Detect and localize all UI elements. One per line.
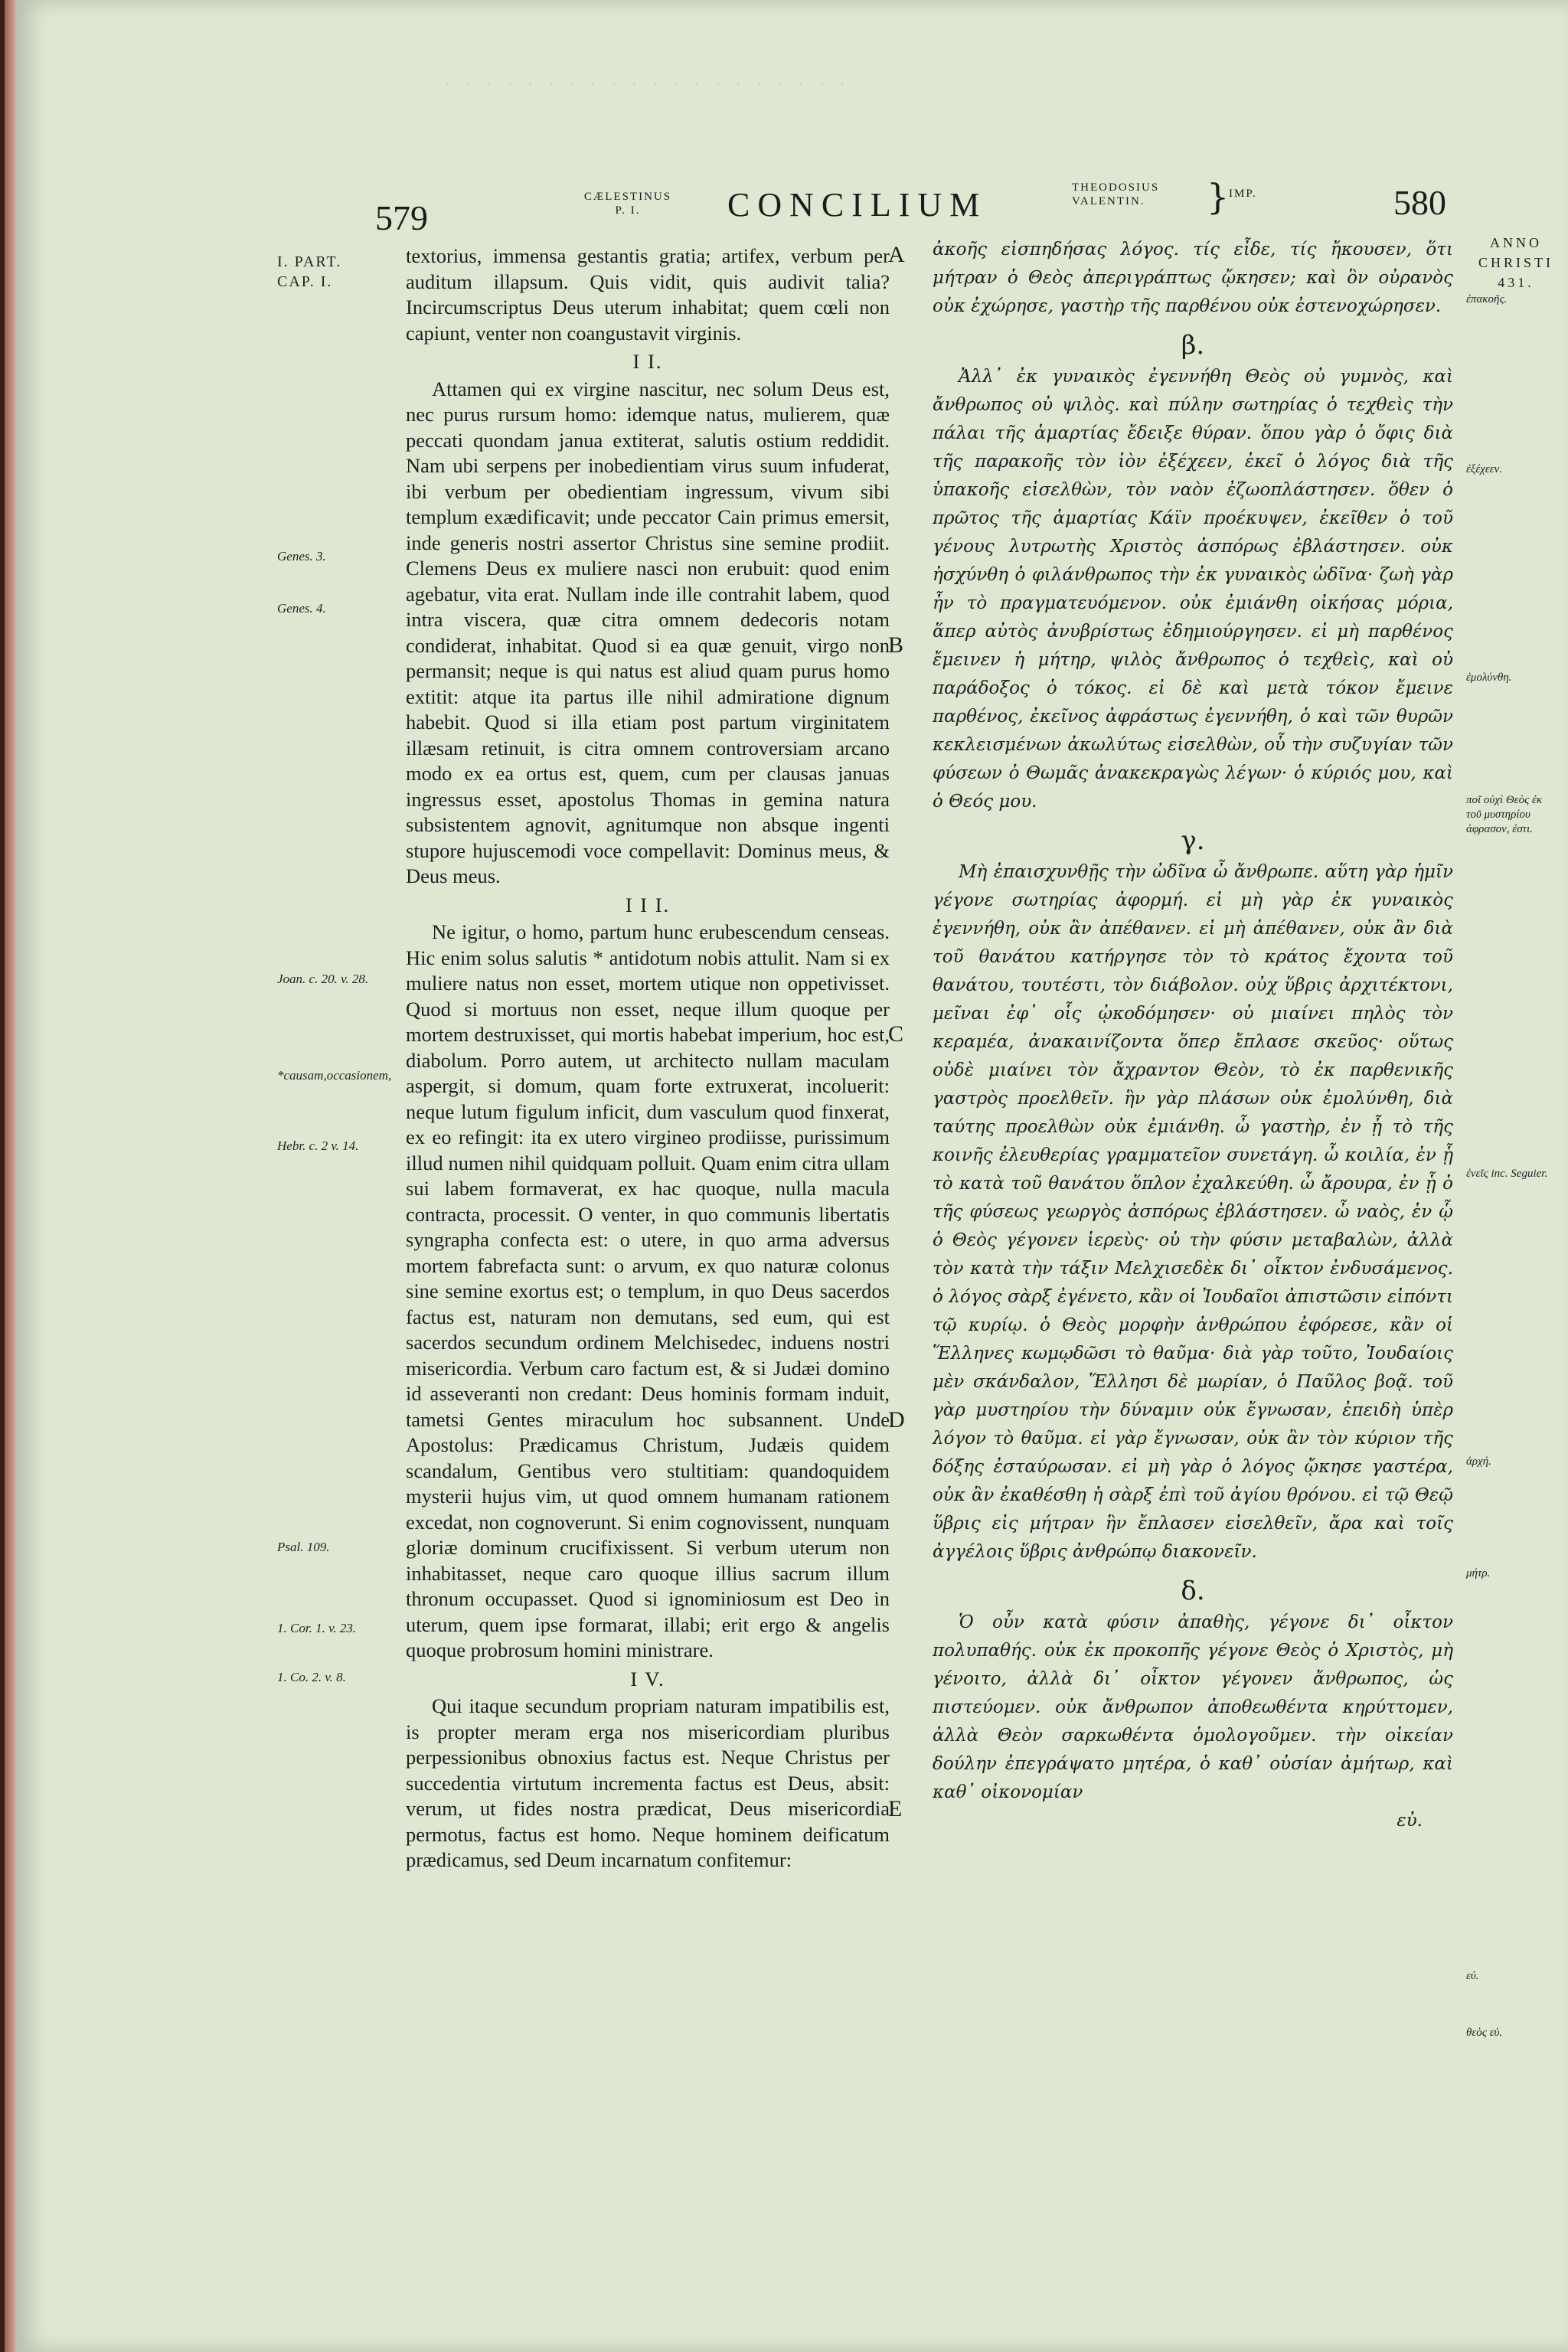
margin-part: I. PART. bbox=[277, 253, 342, 270]
header-emperors bbox=[1072, 181, 1210, 208]
margin-note-seguier: ἐνεῖς inc. Seguier. bbox=[1466, 1168, 1548, 1180]
header-celestinus-name: CÆLESTINUS bbox=[583, 191, 672, 203]
greek-section-3-heading: γ. bbox=[1181, 825, 1205, 856]
margin-note-eu: εὐ. bbox=[1466, 1970, 1479, 1982]
greek-paragraph-1: ἀκοῆς εἰσπηδήσας λόγος. τίς εἶδε, τίς ἤκουσεν, ὅτι μήτραν ὁ Θεὸς ἀπεριγράπτως ᾤκησεν; καὶ ὃν οὐρανὸς οὐκ ἐχώρησε, γαστὴρ τῆς παρθένου οὐκ ἐστενοχώρησεν. bbox=[933, 240, 1453, 316]
section-letter-c: C bbox=[888, 1021, 904, 1047]
greek-section-4-heading: δ. bbox=[1181, 1576, 1205, 1606]
margin-genesis-3: Genes. 3. bbox=[277, 549, 326, 564]
header-valentin: VALENTIN. bbox=[1072, 195, 1145, 207]
latin-section-3-heading: I I I. bbox=[625, 893, 671, 916]
margin-genesis-4: Genes. 4. bbox=[277, 601, 326, 616]
margin-causam: *causam,occasionem, bbox=[277, 1068, 392, 1083]
greek-paragraph-3: Μὴ ἐπαισχυνθῇς τὴν ὠδῖνα ὦ ἄνθρωπε. αὕτη γὰρ ἡμῖν γέγονε σωτηρίας ἀφορμή. εἰ μὴ γὰρ ἐκ γυναικὸς ἐγεννήθη, οὐκ ἂν ἀπέθανεν. εἰ μὴ ἀπέθανεν, οὐκ ἂν διὰ τοῦ θανάτου κατήργησε τὸν τὸ κράτος ἔχοντα τοῦ θανάτου, τουτέστι, τὸν διάβολον. οὐχ ὕβρις ἀρχιτέκτονι, μεῖναι ἐφ᾽ οἷς ᾠκοδόμησεν· οὐ μιαίνει πηλὸς τὸν κεραμέα, ἀνακαινίζοντα ὅπερ ἔπλασε σκεῦος· οὕτως οὐδὲ μιαίνει τὸν ἄχραντον Θεὸν, τὸ ἐκ παρθενικῆς γαστρὸς προελθεῖν. ἣν γὰρ πλάσων οὐκ ἐμολύνθη, διὰ ταύτης προελθὼν οὐκ ἐμιάνθη. ὦ γαστὴρ, ἐν ᾗ τὸ τῆς κοινῆς ἐλευθερίας γραμματεῖον συνετάγη. ὦ κοιλία, ἐν ᾗ τὸ κατὰ τοῦ θανάτου ὅπλον ἐχαλκεύθη. ὦ ἄρουρα, ἐν ᾗ ὁ τῆς φύσεως γεωργὸς ἀσπόρως ἐβλάστησεν. ὦ ναὸς, ἐν ᾧ ὁ Θεὸς γέγονεν ἱερεὺς· οὐ τὴν φύσιν μεταβαλὼν, ἀλλὰ τὸν κατὰ τὴν τάξιν Μελχισεδὲκ δι᾽ οἶκτον ἐνδυσάμενος. ὁ λόγος σὰρξ ἐγένετο, κἂν οἱ Ἰουδαῖοι ἀπιστῶσιν εἰπόντι τῷ κυρίῳ. ὁ Θεὸς μορφὴν ἀνθρώπου ἐφόρεσε, κἂν οἱ Ἕλληνες κωμῳδῶσι τὸ θαῦμα· διὰ γὰρ τοῦτο, Ἰουδαίοις μὲν σκάνδαλον, Ἕλλησι δὲ μωρίαν, ὁ Παῦλος βοᾷ. τοῦ γὰρ μυστηρίου τὴν δύναμιν οὐκ ἔγνωσαν, ἐπειδὴ ὑπὲρ λόγον τὸ θαῦμα. εἰ γὰρ ἔγνωσαν, οὐκ ἂν τὸν κύριον τῆς δόξης ἐσταύρωσαν. εἰ μὴ γὰρ ὁ λόγος ᾤκησε γαστέρα, οὐκ ἂν ἐκαθέσθη ἡ σὰρξ ἐπὶ τοῦ ἁγίου θρόνου. εἰ τῷ Θεῷ ὕβρις εἰς μήτραν ἣν ἔπλασεν εἰσελθεῖν, ἄρα καὶ τοῖς ἀγγέλοις ὕβρις ἀνθρώπῳ διακονεῖν. bbox=[933, 862, 1453, 1562]
header-celestinus bbox=[551, 190, 704, 217]
margin-corinthians-2: 1. Co. 2. v. 8. bbox=[277, 1670, 346, 1684]
section-letter-d: D bbox=[888, 1407, 905, 1432]
margin-cap: CAP. I. bbox=[277, 273, 333, 290]
latin-paragraph-2: Attamen qui ex virgine nascitur, nec solum Deus est, nec purus rursum homo: idemque natus, mulierem, quæ peccati quondam janua extiterat, salutis ostium reddidit. Nam ubi serpens per inobedientiam virus suum infuderat, ibi verbum per obedientiam ingressum, vivum sibi templum exædificavit; unde peccator Cain primus emersit, inde generis nostri assertor Christus sine semine prodiit. Clemens Deus ex muliere nasci non erubuit: quod enim agebatur, vita erat. Nullam inde ille contrahit labem, quod intra viscera, quæ citra omnem dedecoris notam condiderat, inhabitat. Quod si ea quæ genuit, virgo non permansit; neque is qui natus est aliud quam purus homo extitit: atque ita partus ille nihil admiratione dignum habebit. Quod si illa etiam post partum virginitatem illæsam retinuit, is citra omnem controversiam arcano modo ex ea ortus est, quem, cum per clausas januas ingressus esset, apostolus Thomas in gemina natura subsistentem agnovit, agnitumque non absque ingenti stupore hujuscemodi voce compellavit: Dominus meus, & Deus meus. bbox=[406, 377, 890, 887]
latin-paragraph-1: textorius, immensa gestantis gratia; artifex, verbum per auditum illapsum. Quis vidit, quis audivit talia? Incircumscriptus Deus uterum inhabitat; quem cœli non capiunt, venter non coangustavit virginis. bbox=[406, 244, 890, 345]
margin-psalm: Psal. 109. bbox=[277, 1540, 330, 1554]
margin-year: 431. bbox=[1498, 275, 1534, 290]
header-title: CONCILIUM bbox=[727, 186, 988, 224]
book-spine-edge bbox=[0, 0, 15, 2352]
margin-note-epakoes: ἐπακοῆς. bbox=[1466, 293, 1508, 305]
header-celestinus-sub: P. I. bbox=[615, 204, 641, 217]
page-number-left: 579 bbox=[375, 198, 428, 237]
margin-note-emolynthe: ἐμολύνθη. bbox=[1466, 671, 1512, 684]
latin-section-2-heading: I I. bbox=[632, 350, 663, 373]
margin-note-arche: ἀρχή. bbox=[1466, 1455, 1491, 1468]
running-header bbox=[15, 175, 1568, 236]
latin-paragraph-4: Qui itaque secundum propriam naturam impatibilis est, is propter meram erga nos misericordiam pluribus perpessionibus obnoxius factus est. Neque Christus per succedentia virtutum incrementa factus est Deus, absit: verum, ut fides nostra prædicat, Deus misericordia permotus, factus est homo. Neque hominem deificatum prædicamus, sed Deum incarnatum confitemur: bbox=[406, 1694, 890, 1871]
margin-note-exeheen: ἐξέχεεν. bbox=[1466, 463, 1503, 475]
book-page bbox=[15, 0, 1568, 2352]
margin-anno: ANNO bbox=[1490, 235, 1542, 250]
page-number-right: 580 bbox=[1393, 183, 1446, 222]
section-letter-b: B bbox=[888, 632, 904, 658]
header-theodosius: THEODOSIUS bbox=[1072, 181, 1160, 194]
greek-paragraph-2: Ἀλλ᾽ ἐκ γυναικὸς ἐγεννήθη Θεὸς οὐ γυμνὸς, καὶ ἄνθρωπος οὐ ψιλὸς. καὶ πύλην σωτηρίας ὁ τεχθεὶς τὴν πάλαι τῆς ἁμαρτίας ἔδειξε θύραν. ὅπου γὰρ ὁ ὄφις διὰ τῆς παρακοῆς τὸν ἰὸν ἐξέχεεν, ἐκεῖ ὁ λόγος διὰ τῆς ὑπακοῆς εἰσελθὼν, τὸν ναὸν ἐζωοπλάστησεν. ὅθεν ὁ πρῶτος τῆς ἁμαρτίας Κάϊν προέκυψεν, ἐκεῖθεν ὁ τοῦ γένους λυτρωτὴς Χριστὸς ἀσπόρως ἐβλάστησεν. οὐκ ἠσχύνθη ὁ φιλάνθρωπος τὴν ἐκ γυναικὸς ὠδῖνα· ζωὴ γὰρ ἦν τὸ πραγματευόμενον. οὐκ ἐμιάνθη οἰκήσας μόρια, ἅπερ αὐτὸς ἀνυβρίστως ἐδημιούργησεν. εἰ μὴ παρθένος ἔμεινεν ἡ μήτηρ, ψιλὸς ἄνθρωπος ὁ τεχθεὶς, καὶ οὐ παράδοξος ὁ τόκος. εἰ δὲ καὶ μετὰ τόκον ἔμεινε παρθένος, ἐκεῖνος ἀφράστως ἐγεννήθη, ὁ καὶ τῶν θυρῶν κεκλεισμένων ἀκωλύτως εἰσελθὼν, οὗ τὴν συζυγίαν τῶν φύσεων ὁ Θωμᾶς ἀνακεκραγὼς λέγων· ὁ κύριός μου, καὶ ὁ Θεός μου. bbox=[933, 367, 1453, 812]
margin-note-theos: ποῖ οὐχὶ Θεὸς ἐκ τοῦ μυστηρίου ἀφρασον, ἐστι. bbox=[1466, 794, 1543, 835]
header-imp: IMP. bbox=[1229, 188, 1257, 200]
margin-hebrews: Hebr. c. 2 v. 14. bbox=[277, 1138, 359, 1153]
book-spine-shadow bbox=[0, 0, 5, 2352]
section-letter-a: A bbox=[888, 242, 905, 267]
latin-column bbox=[406, 243, 890, 1873]
margin-christi: CHRISTI bbox=[1478, 255, 1553, 270]
greek-column bbox=[933, 236, 1453, 1835]
header-brace: } bbox=[1207, 176, 1230, 217]
greek-paragraph-4: Ὁ οὖν κατὰ φύσιν ἀπαθὴς, γέγονε δι᾽ οἶκτον πολυπαθής. οὐκ ἐκ προκοπῆς γέγονε Θεὸς ὁ Χριστὸς, μὴ γένοιτο, ἀλλὰ δι᾽ οἶκτον γέγονεν ἄνθρωπος, ὡς πιστεύομεν. οὐκ ἄνθρωπον ἀποθεωθέντα κηρύττομεν, ἀλλὰ Θεὸν σαρκωθέντα ὁμολογοῦμεν. τὴν οἰκείαν δούλην ἐπεγράψατο μητέρα, ὁ καθ᾽ οὐσίαν ἀμήτωρ, καὶ καθ᾽ οἰκονομίαν bbox=[933, 1612, 1453, 1802]
show-through-text: · · · · · · · · · · · · · · · · · · · · bbox=[444, 73, 851, 95]
latin-section-4-heading: I V. bbox=[630, 1667, 665, 1690]
greek-catchword: εὐ. bbox=[1396, 1811, 1423, 1831]
margin-corinthians-1: 1. Cor. 1. v. 23. bbox=[277, 1621, 357, 1635]
section-letter-e: E bbox=[888, 1796, 903, 1821]
margin-john: Joan. c. 20. v. 28. bbox=[277, 972, 369, 986]
latin-paragraph-3: Ne igitur, o homo, partum hunc erubescendum censeas. Hic enim solus salutis * antidotum nobis attulit. Nam si ex muliere natus non esset, mortem utique non oppetivisset. Quod si mortuus non esset, neque illum quoque per mortem destruxisset, qui mortis habebat imperium, hoc est, diabolum. Porro autem, ut architecto nullam maculam aspergit, si domum, quam forte extruxerat, incoluerit: neque lutum figulum inficit, dum vasculum quod finxerat, ex eo refingit: ita ex utero virgineo prodiisse, purissimum illud numen nihil quidquam polluit. Quam enim citra ullam sui labem formaverat, ex hac quoque, nulla macula contracta, processit. O venter, in quo communis libertatis syngrapha confecta est: o utere, in quo arma adversus mortem fabrefacta sunt: o arvum, ex quo naturæ colonus sine semine exortus est; o templum, in quo Deus sacerdos factus est, naturam non demutans, sed eum, qui est sacerdos secundum ordinem Melchisedec, induens nostri misericordia. Verbum caro factum est, & si Judæi domino id asseveranti non credant: Deus hominis formam induit, tametsi Gentes miraculum hoc subsannent. Unde Apostolus: Prædicamus Christum, Judæis quidem scandalum, Gentibus vero stultitiam: quandoquidem mysterii hujus vim, ut quod omnem humanam rationem excedat, non cognoverunt. Si enim cognovissent, nunquam gloriæ dominum crucifixissent. Si verbum uterum non inhabitasset, neque caro quoque illius sacrum illum thronum occupasset. Quod si ignominiosum est Deo in uterum, quem ipse formarat, illabi; erit ergo & angelis quoque probrosum homini ministrare. bbox=[406, 920, 890, 1661]
margin-note-theos-eu: θεὸς εὐ. bbox=[1466, 2027, 1503, 2039]
greek-section-2-heading: β. bbox=[1181, 330, 1205, 361]
margin-note-metr: μήτρ. bbox=[1466, 1567, 1491, 1579]
